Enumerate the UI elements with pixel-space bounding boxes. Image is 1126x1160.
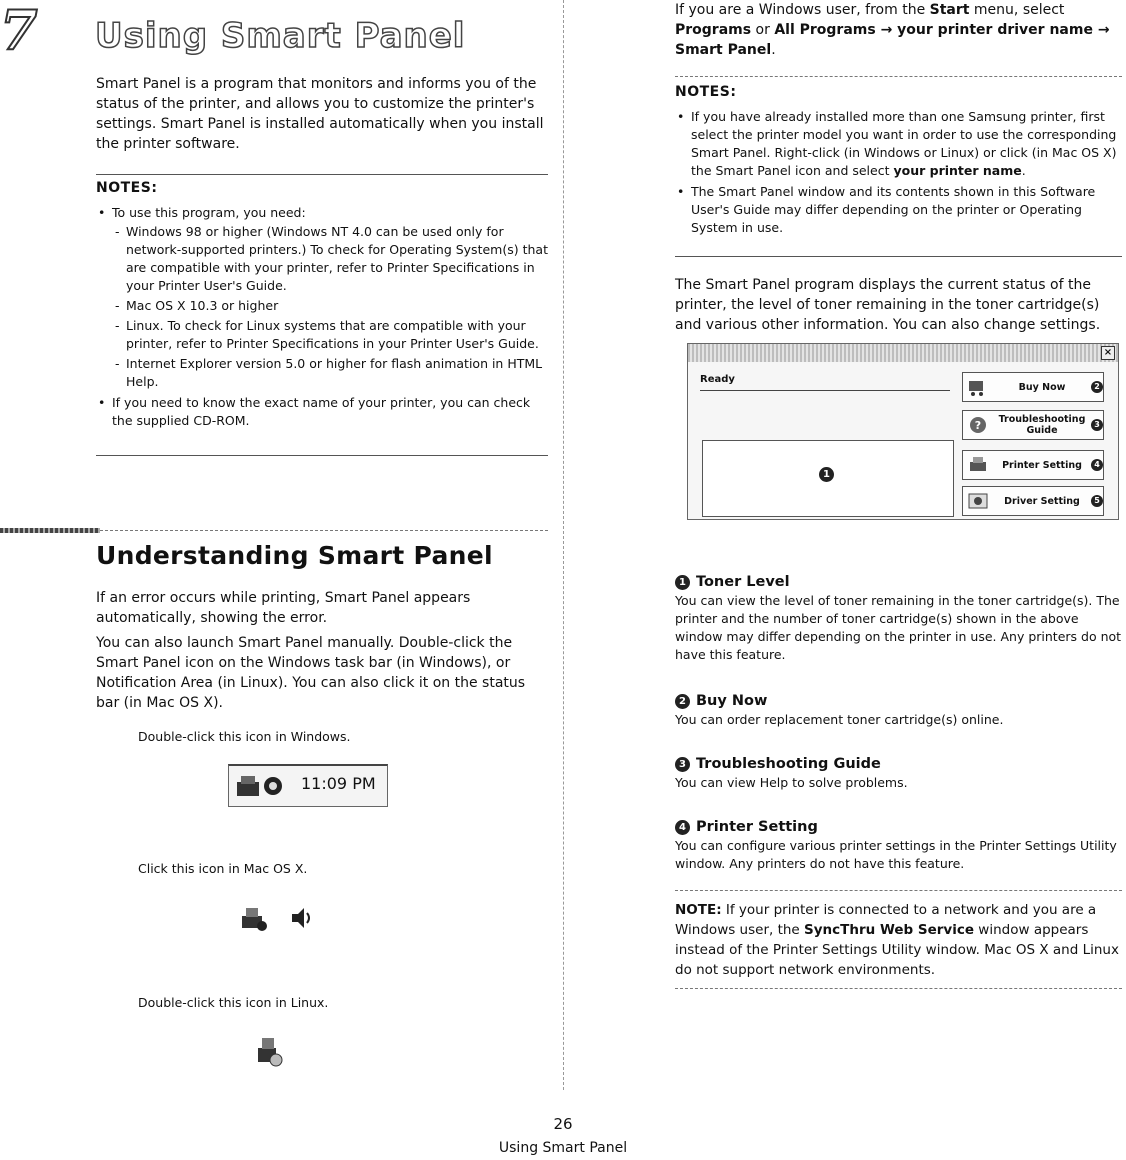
driver-setting-button[interactable]: Driver Setting 5 bbox=[962, 486, 1104, 516]
caption-windows: Double-click this icon in Windows. bbox=[138, 729, 351, 744]
section-marker bbox=[0, 528, 100, 533]
caption-mac: Click this icon in Mac OS X. bbox=[138, 861, 308, 876]
divider bbox=[100, 530, 548, 531]
volume-icon bbox=[290, 906, 316, 930]
cart-icon bbox=[967, 377, 989, 397]
callout-2: 2 bbox=[1091, 381, 1103, 393]
callout-5: 5 bbox=[1091, 495, 1103, 507]
network-note: NOTE: If your printer is connected to a network and you are a Windows user, the SyncThru Web Service window appears instead of the Printer Settings Utility window. Mac OS X and Linux do not support network environments. bbox=[675, 902, 1119, 978]
feature-item-troubleshooting: 3 Troubleshooting Guide You can view Help to solve problems. bbox=[675, 756, 908, 790]
feature-item-printer-setting: 4 Printer Setting You can configure various printer settings in the Printer Settings Utility window. Any printers do not have this feature. bbox=[675, 819, 1117, 871]
list-item: - Internet Explorer version 5.0 or higher for flash animation in HTML Help. bbox=[126, 355, 548, 391]
status-text: Ready bbox=[700, 374, 735, 385]
buy-now-button[interactable]: Buy Now 2 bbox=[962, 372, 1104, 402]
smart-panel-icon[interactable] bbox=[254, 1034, 286, 1068]
notes-heading: NOTES: bbox=[675, 84, 737, 100]
divider bbox=[675, 988, 1122, 989]
notes-list bbox=[675, 108, 1122, 240]
feature-item-buy-now: 2 Buy Now You can order replacement toner cartridge(s) online. bbox=[675, 693, 1004, 727]
list-item: - Mac OS X 10.3 or higher bbox=[126, 297, 548, 315]
printer-icon bbox=[967, 455, 989, 475]
callout-3: 3 bbox=[1091, 419, 1103, 431]
notes-list bbox=[96, 204, 548, 433]
windows-taskbar-tray bbox=[228, 764, 388, 807]
callout-4: 4 bbox=[1091, 459, 1103, 471]
intro-paragraph: Smart Panel is a program that monitors and informs you of the status of the printer, and allows you to customize the printer's settings. Smart Panel is installed automatically when you install the printer software. bbox=[96, 76, 544, 152]
help-icon bbox=[967, 415, 989, 435]
smart-panel-icon[interactable] bbox=[240, 904, 270, 932]
smart-panel-window bbox=[687, 343, 1119, 520]
smart-panel-icon[interactable] bbox=[235, 772, 291, 800]
column-divider bbox=[563, 0, 564, 1090]
page-number: 26 bbox=[553, 1115, 573, 1133]
list-item: • The Smart Panel window and its contents shown in this Software User's Guide may differ depending on the printer or Operating System in use. bbox=[691, 183, 1122, 237]
paragraph: The Smart Panel program displays the current status of the printer, the level of toner remaining in the toner cartridge(s) and various other information. You can also change settings. bbox=[675, 277, 1101, 333]
notes-heading: NOTES: bbox=[96, 180, 158, 196]
window-titlebar bbox=[688, 344, 1118, 362]
paragraph: If an error occurs while printing, Smart Panel appears automatically, showing the error. bbox=[96, 590, 471, 626]
chapter-title: Using Smart Panel bbox=[95, 16, 466, 56]
launch-instructions: If you are a Windows user, from the Start menu, select Programs or All Programs → your printer driver name → Smart Panel. bbox=[675, 2, 1110, 58]
divider bbox=[675, 76, 1122, 77]
list-item: - Linux. To check for Linux systems that are compatible with your printer, refer to Printer Specifications in your Printer User's Guide. bbox=[126, 317, 548, 353]
list-item: • If you need to know the exact name of your printer, you can check the supplied CD-ROM. bbox=[112, 394, 548, 430]
list-item: • If you have already installed more than one Samsung printer, first select the printer model you want in order to use the corresponding Smart Panel. Right-click (in Windows or Linux) or click (in Mac OS X) the Smart Panel icon and select your printer name. bbox=[691, 108, 1122, 180]
divider bbox=[96, 455, 548, 456]
troubleshooting-guide-button[interactable]: ? Troubleshooting Guide 3 bbox=[962, 410, 1104, 440]
close-button[interactable]: × bbox=[1101, 346, 1115, 360]
status-line bbox=[700, 390, 950, 391]
settings-icon bbox=[967, 491, 989, 511]
callout-1: 1 bbox=[819, 467, 834, 482]
svg-text:?: ? bbox=[974, 419, 982, 432]
section-title: Understanding Smart Panel bbox=[96, 541, 493, 570]
divider bbox=[675, 256, 1122, 257]
list-item: • To use this program, you need: - Windows 98 or higher (Windows NT 4.0 can be used only for network-supported printers.) To check for Operating System(s) that are compatible with your printer, refer to Printer Specifications in your Printer User's Guide. - Mac OS X 10.3 or higher - Linux. To check for Linux systems that are compatible with your printer, refer to Printer Specifications in your Printer User's Guide. - Internet Explorer version 5.0 or higher for flash animation in HTML Help. bbox=[112, 204, 548, 391]
clock-time: 11:09 PM bbox=[301, 774, 376, 793]
divider bbox=[96, 174, 548, 175]
toner-level-panel bbox=[702, 440, 954, 517]
divider bbox=[675, 890, 1122, 891]
paragraph: You can also launch Smart Panel manually. Double-click the Smart Panel icon on the Windows task bar (in Windows), or Notification Area (in Linux). You can also click it on the status bar (in Mac OS X). bbox=[96, 635, 526, 711]
feature-item-toner: 1 Toner Level You can view the level of toner remaining in the toner cartridge(s). The printer and the number of toner cartridge(s) shown in the above window may differ depending on the printer in use. Any printers do not have this feature. bbox=[675, 574, 1122, 662]
caption-linux: Double-click this icon in Linux. bbox=[138, 995, 329, 1010]
footer-label: Using Smart Panel bbox=[498, 1140, 628, 1156]
chapter-number: 7 bbox=[0, 0, 38, 62]
printer-setting-button[interactable]: Printer Setting 4 bbox=[962, 450, 1104, 480]
list-item: - Windows 98 or higher (Windows NT 4.0 can be used only for network-supported printers.) To check for Operating System(s) that are compatible with your printer, refer to Printer Specifications in your Printer User's Guide. bbox=[126, 223, 548, 295]
